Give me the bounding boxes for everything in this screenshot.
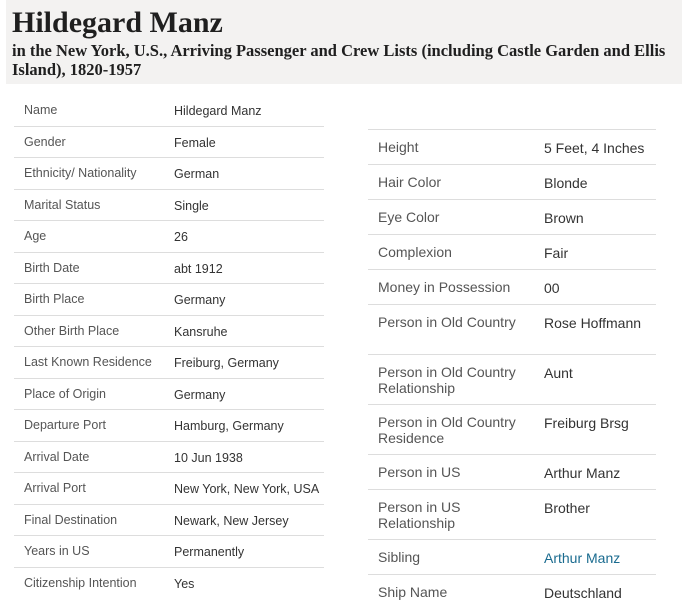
detail-label: Person in US [378, 464, 461, 480]
detail-row-final-destination [14, 505, 324, 537]
detail-label: Ship Name [378, 584, 448, 600]
detail-row-name [14, 95, 324, 127]
collection-subtitle: in the New York, U.S., Arriving Passenger and Crew Lists (including Castle Garden and Ellis Island), 1820-1957 [12, 41, 666, 79]
detail-value: Arthur Manz [544, 465, 621, 481]
detail-row-arrival-date [14, 442, 324, 474]
detail-value: Fair [544, 245, 569, 261]
detail-row-years-in-us [14, 536, 324, 568]
detail-value: Permanently [174, 545, 245, 559]
detail-row-marital-status [14, 190, 324, 222]
detail-row-person-in-old-country-residence [368, 404, 656, 454]
detail-value: Single [174, 198, 209, 213]
detail-row-sibling [368, 539, 656, 574]
detail-row-citizenship-intention [14, 568, 324, 600]
detail-row-ship-name [368, 574, 656, 609]
detail-value: 5 Feet, 4 Inches [544, 140, 645, 156]
detail-row-hair-color [368, 164, 656, 199]
detail-value: Newark, New Jersey [174, 513, 289, 528]
detail-row-eye-color [368, 199, 656, 234]
detail-value: Blonde [544, 175, 588, 191]
detail-row-other-birth-place [14, 316, 324, 348]
detail-row-height [368, 129, 656, 164]
page-title: Hildegard Manz [12, 6, 223, 39]
detail-row-person-in-us [368, 454, 656, 489]
detail-row-person-in-old-country-relationship [368, 354, 656, 404]
detail-value: Germany [174, 387, 226, 402]
detail-value: 00 [544, 280, 560, 296]
detail-label: Other Birth Place [24, 323, 120, 338]
detail-value: 26 [174, 230, 188, 244]
detail-value: Rose Hoffmann [544, 315, 642, 331]
detail-label: Person in Old Country [378, 314, 516, 330]
detail-label: Ethnicity/ Nationality [24, 166, 137, 180]
detail-value: Aunt [544, 365, 573, 381]
detail-value: Deutschland [544, 585, 622, 601]
detail-value: Hamburg, Germany [174, 419, 284, 433]
detail-label: Place of Origin [24, 386, 106, 401]
detail-label: Birth Date [24, 260, 80, 275]
detail-label: Marital Status [24, 197, 101, 212]
detail-value: Germany [174, 293, 226, 307]
detail-label: Departure Port [24, 418, 106, 432]
detail-label: Sibling [378, 549, 421, 565]
detail-value: German [174, 167, 220, 181]
detail-label: Final Destination [24, 512, 118, 527]
detail-label: Person in US Relationship [378, 499, 461, 531]
detail-row-person-in-us-relationship [368, 489, 656, 539]
detail-value: Brother [544, 500, 590, 516]
record-header [6, 0, 682, 84]
detail-value: 10 Jun 1938 [174, 450, 243, 465]
detail-label: Complexion [378, 244, 452, 260]
detail-label: Birth Place [24, 292, 85, 306]
detail-label: Person in Old Country Residence [378, 414, 516, 446]
detail-value: Hildegard Manz [174, 104, 262, 118]
detail-row-money-in-possession [368, 269, 656, 304]
detail-row-birth-date [14, 253, 324, 285]
detail-label: Name [24, 103, 58, 117]
detail-row-age [14, 221, 324, 253]
detail-label: Age [24, 229, 47, 243]
detail-value: New York, New York, USA [174, 482, 320, 496]
detail-value: Yes [174, 576, 195, 591]
detail-row-arrival-port [14, 473, 324, 505]
detail-label: Last Known Residence [24, 355, 152, 369]
sibling-link[interactable]: Arthur Manz [544, 550, 621, 566]
detail-row-place-of-origin [14, 379, 324, 411]
detail-label: Height [378, 139, 419, 155]
detail-label: Money in Possession [378, 279, 511, 295]
detail-label: Gender [24, 134, 66, 149]
detail-row-gender [14, 127, 324, 159]
detail-value: Freiburg Brsg [544, 415, 629, 431]
detail-value: Brown [544, 210, 584, 226]
detail-value: abt 1912 [174, 261, 223, 276]
detail-row-last-known-residence [14, 347, 324, 379]
detail-row-complexion [368, 234, 656, 269]
detail-value: Freiburg, Germany [174, 356, 279, 370]
detail-label: Citizenship Intention [24, 575, 137, 590]
detail-label: Arrival Date [24, 449, 90, 464]
detail-row-departure-port [14, 410, 324, 442]
detail-label: Years in US [24, 544, 90, 558]
detail-row-ethnicity-nationality [14, 158, 324, 190]
detail-label: Arrival Port [24, 481, 86, 495]
detail-row-birth-place [14, 284, 324, 316]
detail-label: Person in Old Country Relationship [378, 364, 516, 396]
detail-row-person-in-old-country [368, 304, 656, 354]
detail-label: Eye Color [378, 209, 440, 225]
detail-value: Female [174, 135, 216, 150]
detail-value: Kansruhe [174, 324, 228, 339]
detail-label: Hair Color [378, 174, 442, 190]
